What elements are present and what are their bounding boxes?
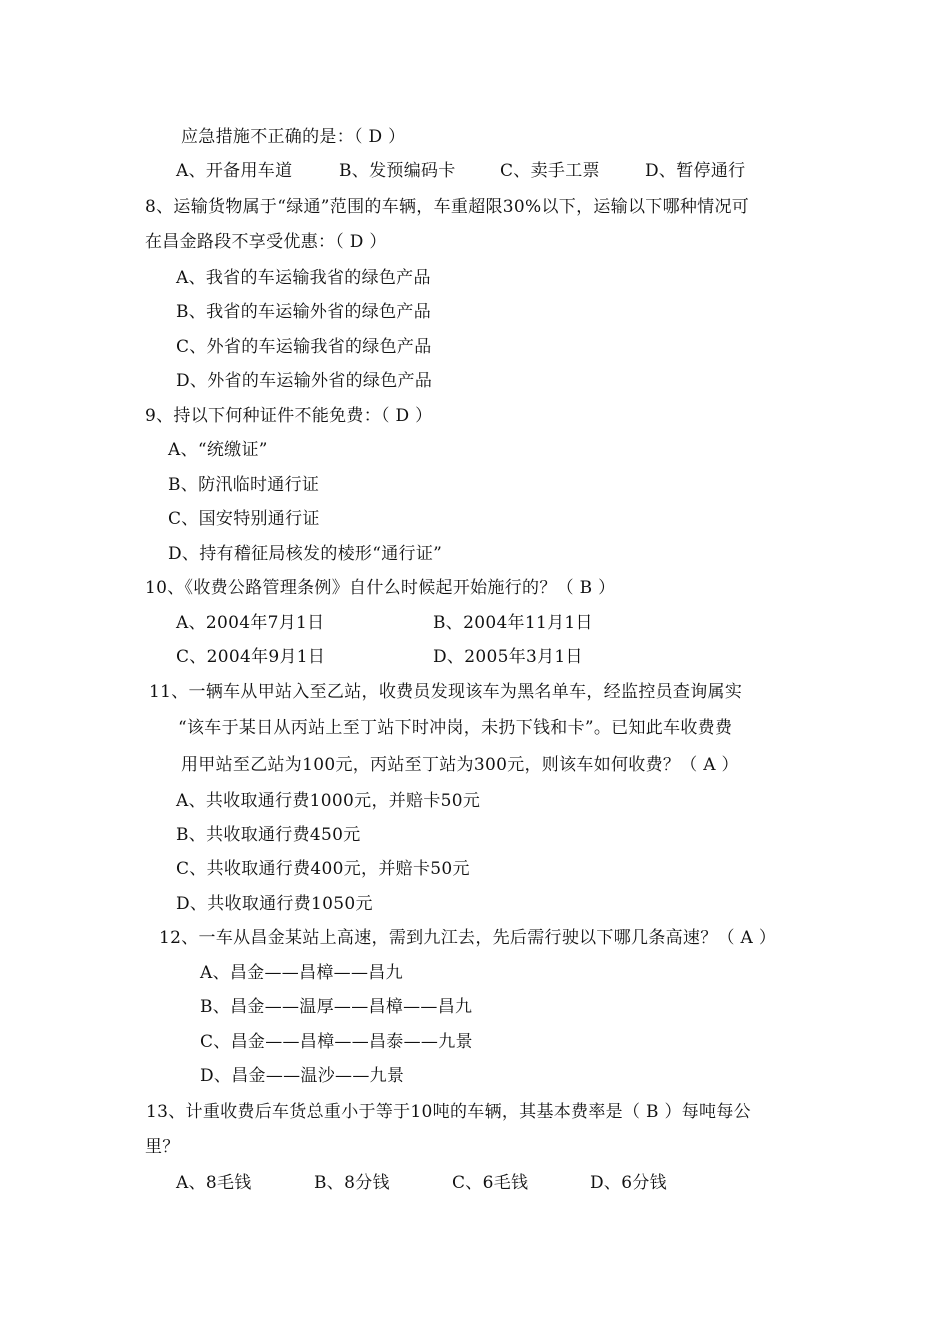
q8-stem-continued: 在昌金路段不享受优惠：（ D ） bbox=[145, 232, 387, 252]
q13-stem-continued: 里？ bbox=[145, 1137, 180, 1157]
q7-option-d: D、暂停通行 bbox=[645, 161, 746, 181]
q11-option-a: A、共收取通行费1000元，并赔卡50元 bbox=[176, 791, 481, 811]
q10-stem: 10、《收费公路管理条例》自什么时候起开始施行的？（ B ） bbox=[145, 578, 616, 598]
q8-option-a: A、我省的车运输我省的绿色产品 bbox=[176, 268, 431, 288]
q13-option-b: B、8分钱 bbox=[314, 1173, 390, 1193]
q7-option-b: B、发预编码卡 bbox=[339, 161, 456, 181]
q13-stem: 13、计重收费后车货总重小于等于10吨的车辆，其基本费率是（ B ）每吨每公 bbox=[146, 1102, 751, 1122]
q8-option-c: C、外省的车运输我省的绿色产品 bbox=[176, 337, 432, 357]
q13-option-c: C、6毛钱 bbox=[452, 1173, 529, 1193]
q10-option-c: C、2004年9月1日 bbox=[176, 647, 326, 667]
q11-option-c: C、共收取通行费400元，并赔卡50元 bbox=[176, 859, 470, 879]
q8-stem: 8、运输货物属于“绿通”范围的车辆，车重超限30%以下，运输以下哪种情况可 bbox=[145, 197, 750, 217]
q9-option-c: C、国安特别通行证 bbox=[168, 509, 320, 529]
q11-option-b: B、共收取通行费450元 bbox=[176, 825, 361, 845]
q9-option-a: A、“统缴证” bbox=[168, 440, 268, 460]
q9-option-b: B、防汛临时通行证 bbox=[168, 475, 320, 495]
q10-option-d: D、2005年3月1日 bbox=[433, 647, 583, 667]
q10-option-a: A、2004年7月1日 bbox=[176, 613, 325, 633]
q12-option-d: D、昌金——温沙——九景 bbox=[200, 1066, 405, 1086]
q11-stem-line3: 用甲站至乙站为100元，丙站至丁站为300元，则该车如何收费？（ A ） bbox=[181, 755, 739, 775]
q11-stem-line2: “该车于某日从丙站上至丁站下时冲岗，未扔下钱和卡”。已知此车收费费 bbox=[178, 718, 733, 738]
q7-stem-continued: 应急措施不正确的是：（ D ） bbox=[181, 127, 406, 147]
q12-option-a: A、昌金——昌樟——昌九 bbox=[200, 963, 403, 983]
q13-option-d: D、6分钱 bbox=[590, 1173, 667, 1193]
q7-option-a: A、开备用车道 bbox=[176, 161, 293, 181]
q8-option-b: B、我省的车运输外省的绿色产品 bbox=[176, 302, 431, 322]
q9-stem: 9、持以下何种证件不能免费：（ D ） bbox=[145, 406, 433, 426]
q13-option-a: A、8毛钱 bbox=[176, 1173, 252, 1193]
q11-stem: 11、一辆车从甲站入至乙站，收费员发现该车为黑名单车，经监控员查询属实 bbox=[149, 682, 743, 702]
q7-option-c: C、卖手工票 bbox=[500, 161, 600, 181]
q9-option-d: D、持有稽征局核发的棱形“通行证” bbox=[168, 544, 443, 564]
q12-stem: 12、一车从昌金某站上高速，需到九江去，先后需行驶以下哪几条高速？（ A ） bbox=[159, 928, 777, 948]
q11-option-d: D、共收取通行费1050元 bbox=[176, 894, 373, 914]
q10-option-b: B、2004年11月1日 bbox=[433, 613, 593, 633]
q12-option-b: B、昌金——温厚——昌樟——昌九 bbox=[200, 997, 473, 1017]
q8-option-d: D、外省的车运输外省的绿色产品 bbox=[176, 371, 433, 391]
q12-option-c: C、昌金——昌樟——昌泰——九景 bbox=[200, 1032, 473, 1052]
